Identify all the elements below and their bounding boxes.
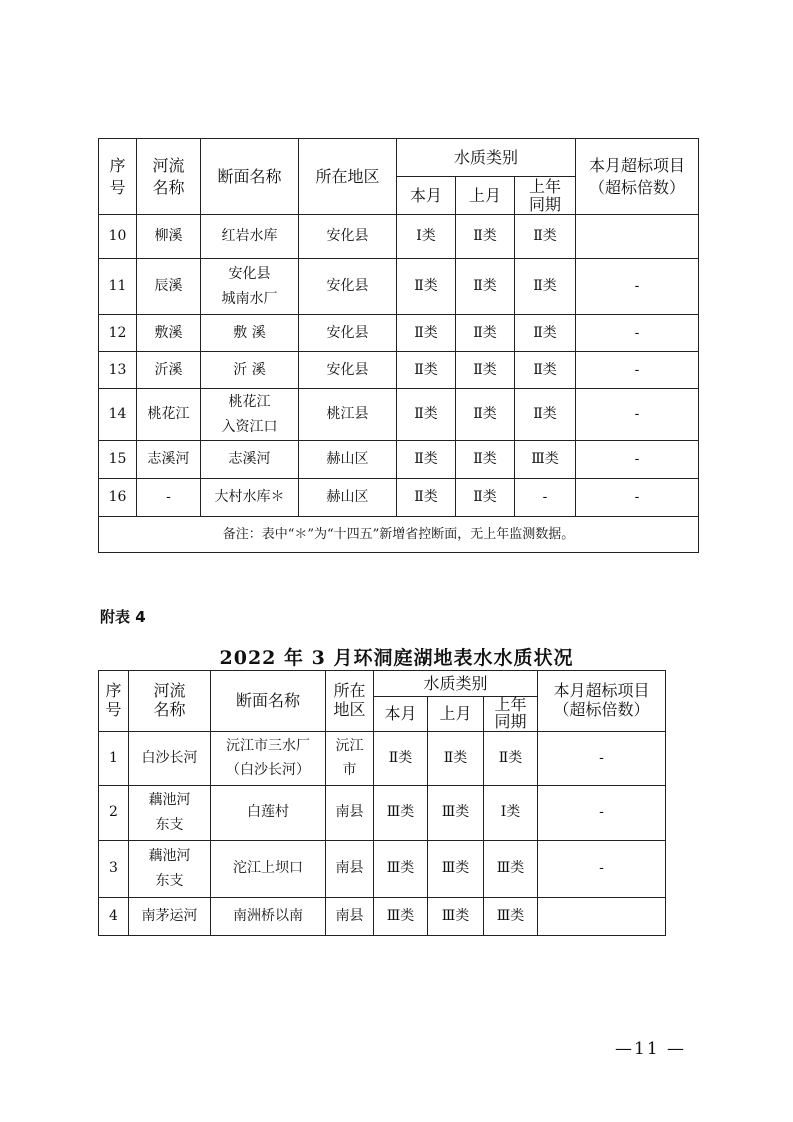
cell-this-month: Ⅱ类 [397,479,456,517]
water-quality-table-2 [98,670,666,936]
cell-region: 桃江县 [299,389,397,441]
cell-river: 桃花江 [137,389,201,441]
cell-region [326,840,374,897]
attachment-label: 附表 4 [100,608,146,626]
cell-region: 安化县 [299,215,397,259]
table-row [99,897,666,935]
cell-exceed: - [538,840,666,897]
cell-section [211,840,326,897]
cell-this-month: Ⅲ类 [374,840,428,897]
cell-river: 柳溪 [137,215,201,259]
cell-seq: 14 [99,389,137,441]
cell-this-month: Ⅰ类 [397,215,456,259]
cell-section-line: 敷 溪 [233,324,266,341]
cell-this-month: Ⅱ类 [397,315,456,352]
cell-last-month: Ⅲ类 [428,897,484,935]
cell-region-line: 南县 [335,860,364,877]
cell-section-line: 入资江口 [221,418,278,435]
header-last-month: 上月 [428,697,484,732]
cell-exceed [576,215,699,259]
cell-last-month: Ⅲ类 [428,785,484,840]
header-last-year: 上年 同期 [484,697,538,732]
cell-this-month: Ⅱ类 [397,352,456,389]
table-row [99,479,699,517]
header-section: 断面名称 [211,671,326,732]
cell-last-year: Ⅱ类 [515,352,576,389]
cell-section [201,479,299,517]
cell-last-year: Ⅱ类 [515,315,576,352]
cell-this-month: Ⅱ类 [397,441,456,479]
cell-last-year: Ⅱ类 [515,215,576,259]
cell-seq: 2 [99,785,129,840]
cell-last-year: - [515,479,576,517]
table-row [99,731,666,785]
table-row [99,259,699,315]
cell-region-line: 南县 [335,804,364,821]
cell-section-line: 沱江上坝口 [233,860,303,877]
header-exceed: 本月超标项目 （超标倍数） [576,139,699,215]
cell-seq: 4 [99,897,129,935]
cell-section [201,441,299,479]
cell-region-line: 南县 [335,907,364,924]
table-row [99,840,666,897]
cell-section [211,897,326,935]
cell-last-year: Ⅲ类 [515,441,576,479]
cell-section [201,352,299,389]
cell-region [326,785,374,840]
cell-last-year: Ⅱ类 [484,731,538,785]
cell-section [201,259,299,315]
cell-river: - [137,479,201,517]
cell-region [326,897,374,935]
cell-last-month: Ⅱ类 [456,389,515,441]
cell-last-year: Ⅲ类 [484,840,538,897]
cell-region: 赫山区 [299,441,397,479]
cell-section-line: 安化县 [228,266,271,282]
table-row [99,215,699,259]
table-row [99,352,699,389]
cell-region: 赫山区 [299,479,397,517]
cell-exceed: - [576,259,699,315]
table-row [99,785,666,840]
cell-last-month: Ⅱ类 [456,259,515,315]
header-this-month: 本月 [374,697,428,732]
cell-river-line: 藕池河 [148,792,191,809]
cell-this-month: Ⅱ类 [397,389,456,441]
cell-river [129,897,211,935]
cell-last-year: Ⅰ类 [484,785,538,840]
water-quality-table-1 [98,138,699,553]
cell-section [211,731,326,785]
cell-seq: 12 [99,315,137,352]
table-note: 备注：表中“＊”为“十四五”新增省控断面，无上年监测数据。 [99,517,699,553]
header-last-month: 上月 [456,177,515,215]
cell-region-line: 沅江 [335,737,364,754]
cell-section [201,389,299,441]
cell-section-line: 白莲村 [247,804,289,821]
cell-exceed: - [576,315,699,352]
cell-seq: 16 [99,479,137,517]
cell-this-month: Ⅱ类 [397,259,456,315]
cell-river-line: 白沙长河 [141,749,198,766]
header-region: 所在地区 [299,139,397,215]
cell-river: 志溪河 [137,441,201,479]
cell-river-line: 东支 [155,816,184,833]
cell-section-line: 红岩水库 [221,228,278,245]
cell-region: 安化县 [299,352,397,389]
cell-region [326,731,374,785]
cell-river-line: 南茅运河 [141,907,198,924]
cell-section-line: 桃花江 [228,394,271,410]
cell-last-month: Ⅱ类 [456,352,515,389]
cell-river [129,785,211,840]
cell-river: 沂溪 [137,352,201,389]
cell-last-year: Ⅱ类 [515,259,576,315]
cell-seq: 3 [99,840,129,897]
cell-exceed [538,897,666,935]
cell-seq: 11 [99,259,137,315]
page-number: —11 — [615,1039,687,1059]
cell-exceed: - [538,785,666,840]
header-water-quality: 水质类别 [397,139,576,177]
header-river: 河流 名称 [129,671,211,732]
cell-exceed: - [576,479,699,517]
cell-exceed: - [576,441,699,479]
cell-river: 辰溪 [137,259,201,315]
cell-section-line: 城南水厂 [221,290,278,307]
cell-this-month: Ⅱ类 [374,731,428,785]
cell-seq: 10 [99,215,137,259]
header-seq: 序 号 [99,139,137,215]
cell-section-line: 大村水库＊ [214,489,285,506]
table-2-title: 2022 年 3 月环洞庭湖地表水水质状况 [219,647,574,669]
cell-river-line: 东支 [155,872,184,889]
header-river: 河流 名称 [137,139,201,215]
cell-last-month: Ⅱ类 [456,479,515,517]
cell-region-line: 市 [342,762,357,779]
cell-exceed: - [538,731,666,785]
cell-exceed: - [576,352,699,389]
cell-section-line: 南洲桥以南 [233,907,303,924]
cell-region: 安化县 [299,259,397,315]
cell-river [129,731,211,785]
cell-exceed: - [576,389,699,441]
cell-river-line: 藕池河 [148,848,191,865]
table-row [99,315,699,352]
cell-last-month: Ⅲ类 [428,840,484,897]
header-water-quality: 水质类别 [374,671,538,697]
cell-section [201,315,299,352]
cell-river [129,840,211,897]
header-exceed: 本月超标项目 （超标倍数） [538,671,666,732]
cell-last-month: Ⅱ类 [456,441,515,479]
cell-last-month: Ⅱ类 [456,315,515,352]
cell-river: 敷溪 [137,315,201,352]
cell-section-line: （白沙长河） [226,762,310,779]
cell-seq: 13 [99,352,137,389]
header-seq: 序 号 [99,671,129,732]
cell-last-month: Ⅱ类 [456,215,515,259]
cell-this-month: Ⅲ类 [374,785,428,840]
cell-this-month: Ⅲ类 [374,897,428,935]
cell-section [201,215,299,259]
cell-last-year: Ⅱ类 [515,389,576,441]
cell-last-year: Ⅲ类 [484,897,538,935]
cell-last-month: Ⅱ类 [428,731,484,785]
cell-section-line: 沂 溪 [233,361,266,378]
cell-region: 安化县 [299,315,397,352]
cell-section [211,785,326,840]
cell-section-line: 沅江市三水厂 [226,737,310,754]
table-row [99,441,699,479]
cell-seq: 1 [99,731,129,785]
cell-seq: 15 [99,441,137,479]
cell-section-line: 志溪河 [228,451,271,468]
header-this-month: 本月 [397,177,456,215]
header-section: 断面名称 [201,139,299,215]
header-last-year: 上年 同期 [515,177,576,215]
table-row [99,389,699,441]
header-region: 所在 地区 [326,671,374,732]
